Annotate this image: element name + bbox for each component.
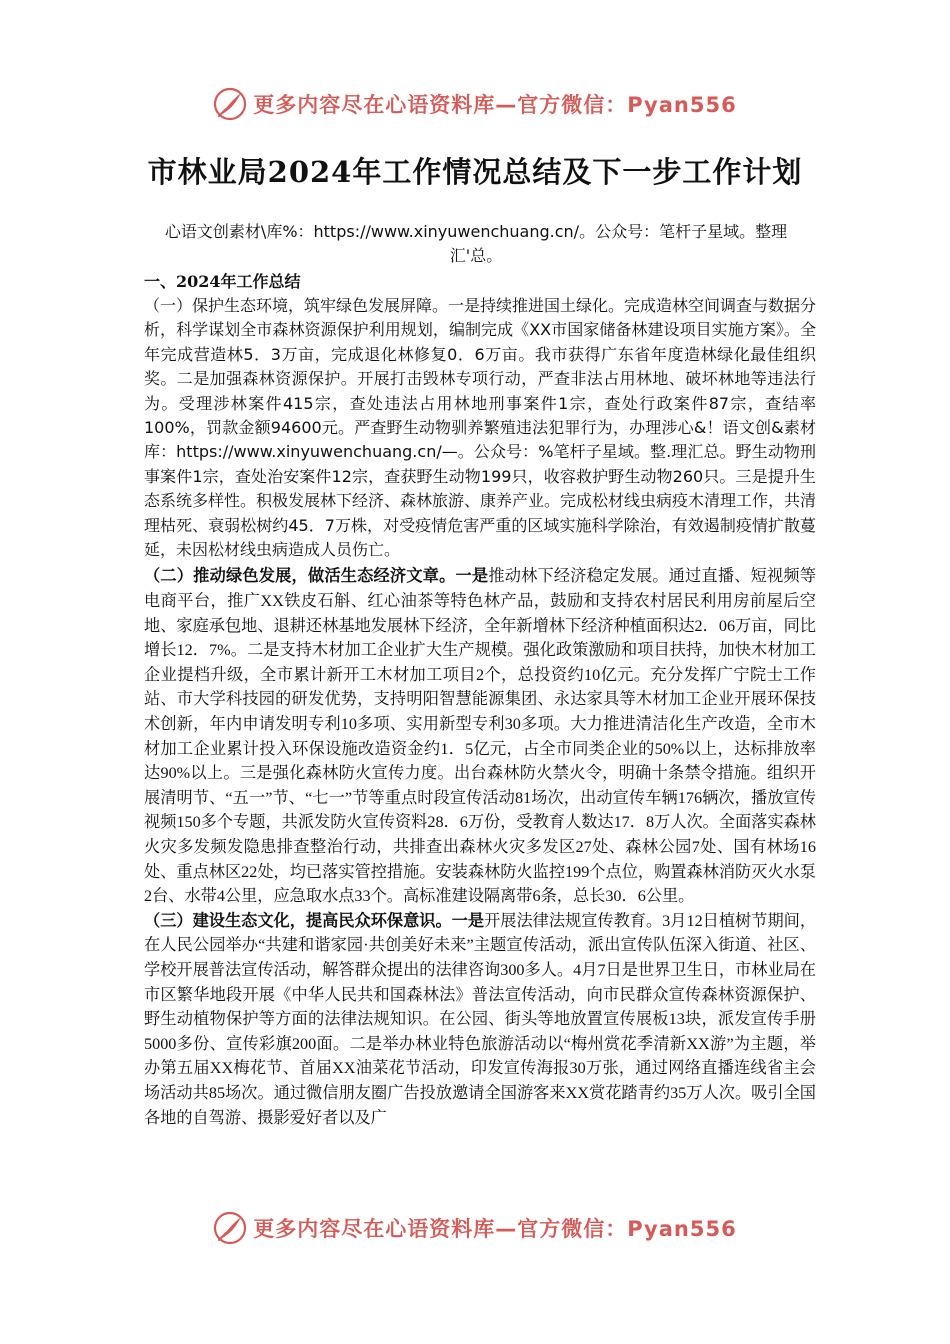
- footer-banner[interactable]: [0, 1206, 950, 1250]
- quill-logo-icon: [213, 87, 247, 121]
- source-note: 心语文创素材\库%：https://www.xinyuwenchuang.cn/。公众号：笔杆子星域。整理汇'总。: [164, 222, 788, 265]
- paragraph-1: [144, 294, 816, 562]
- banner-text: 更多内容尽在心语资料库—官方微信：Pyan556: [253, 93, 737, 117]
- paragraph-lead: （三）建设生态文化，提高民众环保意识。一是: [144, 911, 485, 930]
- page-title: 市林业局2024年工作情况总结及下一步工作计划: [147, 155, 803, 189]
- paragraph-text: 推动林下经济稳定发展。通过直播、短视频等电商平台，推广XX铁皮石斛、红心油茶等特色林产品，鼓励和支持农村居民利用房前屋后空地、家庭承包地、退耕还林基地发展林下经济，全年新增林下经济种植面积达2．06万亩，同比增长12．7%。二是支持木材加工企业扩大生产规模。强化政策激励和项目扶持，加快木材加工企业提档升级，全市累计新开工木材加工项目2个，总投资约10亿元。充分发挥广宁院士工作站、市大学科技园的研发优势，支持明阳智慧能源集团、永达家具等木材加工企业开展环保技术创新，年内申请发明专利10多项、实用新型专利30多项。大力推进清洁化生产改造，全市木材加工企业累计投入环保设施改造资金约1．5亿元，占全市同类企业的50%以上，达标排放率达90%以上。三是强化森林防火宣传力度。出台森林防火禁火令，明确十条禁令措施。组织开展清明节、“五一”节、“七一”节等重点时段宣传活动81场次，出动宣传车辆176辆次，播放宣传视频150多个专题，共派发防火宣传资料28．6万份，受教育人数达17．8万人次。全面落实森林火灾多发频发隐患排查整治行动，共排查出森林火灾多发区27处、森林公园7处、国有林场16处、重点林区22处，均已落实管控措施。安装森林防火监控199个点位，购置森林消防灭火水泵2台、水带4公里，应急取水点33个。高标准建设隔离带6条，总长30．6公里。: [144, 567, 817, 906]
- paragraph-lead: （二）推动绿色发展，做活生态经济文章。一是: [144, 567, 489, 586]
- section-heading: 一、2024年工作总结: [144, 272, 301, 291]
- header-banner[interactable]: [0, 82, 950, 126]
- paragraph-2: [144, 564, 816, 908]
- document-body: [144, 270, 816, 1130]
- quill-logo-icon: [213, 1211, 247, 1245]
- paragraph-text: 开展法律法规宣传教育。3月12日植树节期间，在人民公园举办“共建和谐家园·共创美好未来”主题宣传活动，派出宣传队伍深入街道、社区、学校开展普法宣传活动，解答群众提出的法律咨询300多人。4月7日是世界卫生日，市林业局在市区繁华地段开展《中华人民共和国森林法》普法宣传活动，向市民群众宣传森林资源保护、野生动植物保护等方面的法律法规知识。在公园、街头等地放置宣传展板13块，派发宣传手册5000多份、宣传彩旗200面。二是举办林业特色旅游活动以“梅州赏花季清新XX游”为主题，举办第五届XX梅花节、首届XX油菜花节活动，印发宣传海报30万张，通过网络直播连线省主会场活动共85场次。通过微信朋友圈广告投放邀请全国游客来XX赏花踏青约35万人次。吸引全国各地的自驾游、摄影爱好者以及广: [144, 911, 817, 1127]
- paragraph-3: [144, 909, 816, 1130]
- banner-text: 更多内容尽在心语资料库—官方微信：Pyan556: [253, 1217, 737, 1241]
- paragraph-text: （一）保护生态环境，筑牢绿色发展屏障。一是持续推进国土绿化。完成造林空间调查与数据分析，科学谋划全市森林资源保护利用规划，编制完成《XX市国家储备林建设项目实施方案》。全年完成营造林5．3万亩，完成退化林修复0．6万亩。我市获得广东省年度造林绿化最佳组织奖。二是加强森林资源保护。开展打击毁林专项行动，严查非法占用林地、破坏林地等违法行为。受理涉林案件415宗，查处违法占用林地刑事案件1宗，查处行政案件87宗，查结率100%，罚款金额94600元。严查野生动物驯养繁殖违法犯罪行为，办理涉心&！语文创&素材库：https://www.xinyuwenchuang.cn/—。公众号：%笔杆子星域。整.理汇总。野生动物刑事案件1宗，查处治安案件12宗，查获野生动物199只，收容救护野生动物260只。三是提升生态系统多样性。积极发展林下经济、森林旅游、康养产业。完成松材线虫病疫木清理工作，共清理枯死、衰弱松树约45．7万株，对受疫情危害严重的区域实施科学除治，有效遏制疫情扩散蔓延，未因松材线虫病造成人员伤亡。: [144, 296, 817, 560]
